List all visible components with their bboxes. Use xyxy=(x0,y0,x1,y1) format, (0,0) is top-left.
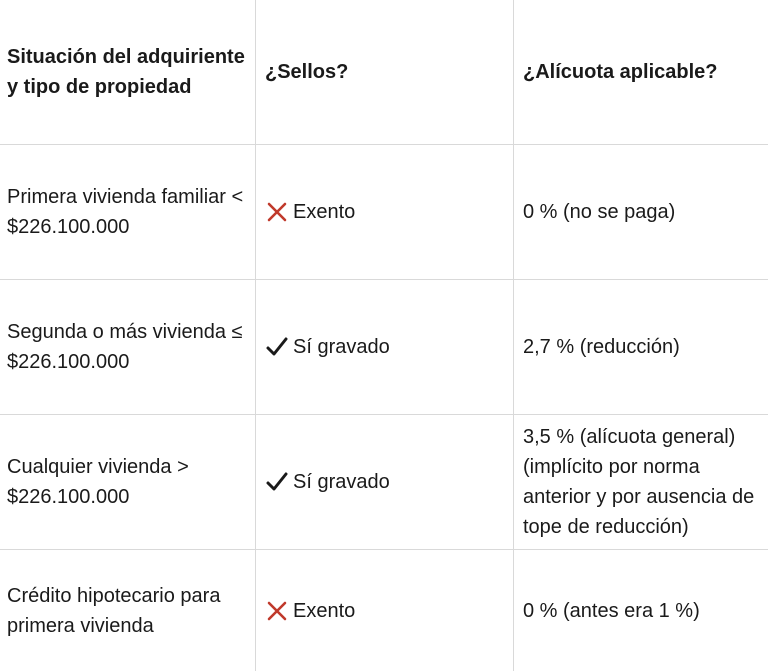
alicuota-cell: 3,5 % (alícuota general) (implícito por norma anterior y por ausencia de tope de reducción) xyxy=(523,426,755,538)
table-row xyxy=(0,280,768,415)
header-alicuota: ¿Alícuota aplicable? xyxy=(523,61,718,83)
cross-icon xyxy=(265,200,289,224)
alicuota-cell: 0 % (no se paga) xyxy=(523,201,676,223)
sellos-cell xyxy=(256,280,514,414)
cross-icon xyxy=(265,599,289,623)
alicuota-cell: 2,7 % (reducción) xyxy=(523,336,680,358)
sellos-label: Sí gravado xyxy=(293,336,390,358)
table-row xyxy=(0,415,768,550)
alicuota-cell: 0 % (antes era 1 %) xyxy=(523,599,700,622)
sellos-cell xyxy=(256,415,514,549)
situation-cell: Crédito hipotecario para primera vivienda xyxy=(0,550,256,671)
situation-cell: Segunda o más vivienda ≤ $226.100.000 xyxy=(0,280,256,414)
sellos-cell xyxy=(256,145,514,279)
sellos-label: Sí gravado xyxy=(293,471,390,493)
sellos-label: Exento xyxy=(293,201,356,223)
check-icon xyxy=(265,470,289,494)
check-icon xyxy=(265,335,289,359)
situation-cell: Cualquier vivienda > $226.100.000 xyxy=(0,415,256,549)
table-row xyxy=(0,145,768,280)
table-row xyxy=(0,550,768,671)
sellos-cell xyxy=(256,550,514,671)
table-header-row xyxy=(0,0,768,145)
situation-cell: Primera vivienda familiar < $226.100.000 xyxy=(0,145,256,279)
sellos-label: Exento xyxy=(293,599,356,622)
header-sellos: ¿Sellos? xyxy=(256,0,514,144)
header-situation: Situación del adquiriente y tipo de propiedad xyxy=(0,0,256,144)
